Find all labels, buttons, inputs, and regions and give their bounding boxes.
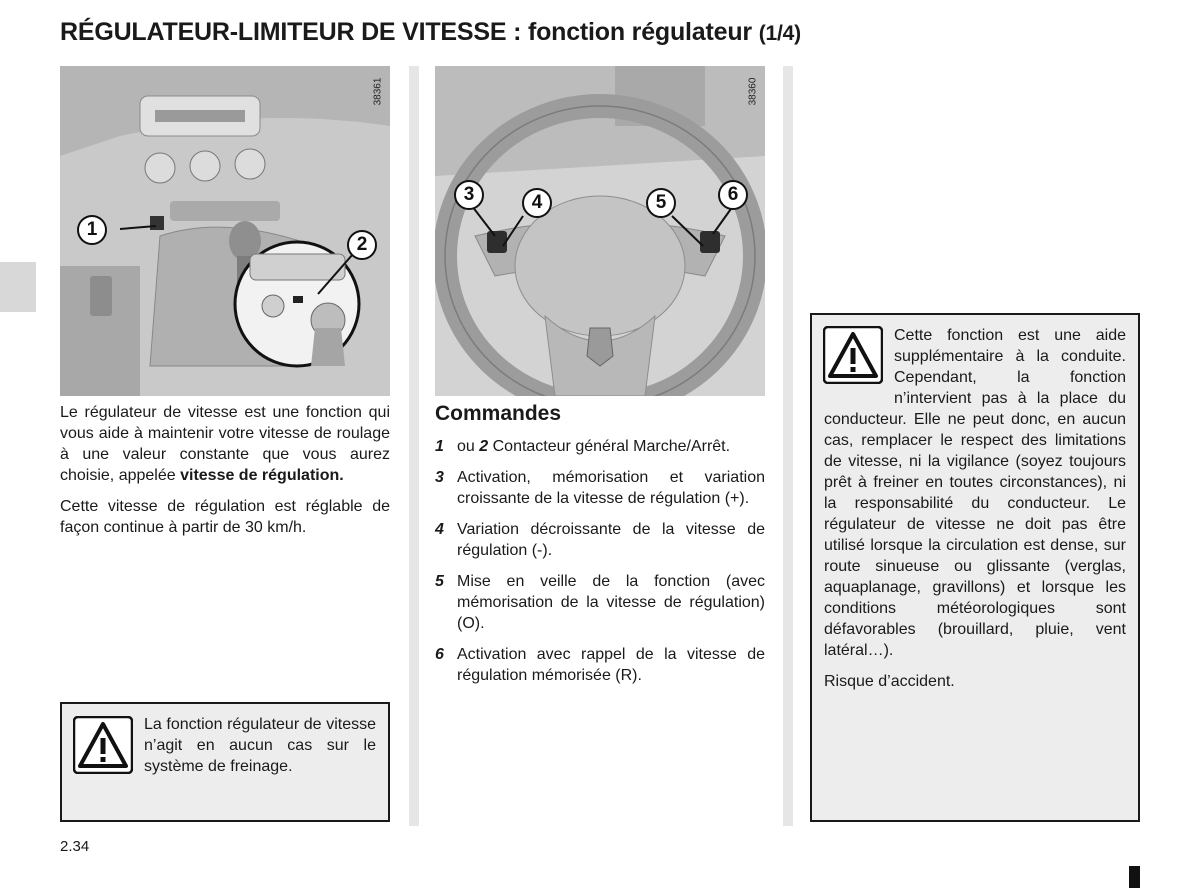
callout-6: 6 <box>718 180 748 210</box>
warning-risk-text: Risque d’accident. <box>824 673 955 690</box>
warning-box-braking <box>60 702 390 822</box>
item-number: 6 <box>435 646 444 663</box>
commands-list <box>435 436 765 686</box>
warning-text-responsibility <box>824 325 1126 692</box>
callout-2: 2 <box>347 230 377 260</box>
intro-paragraph <box>60 402 390 486</box>
list-item <box>435 519 765 561</box>
callout-4: 4 <box>522 188 552 218</box>
column-divider-left <box>409 66 419 826</box>
item-number: 4 <box>435 521 444 538</box>
warning-main-text: Cette fonction est une aide supplémentaire à la conduite. Cependant, la fonction n’intervient pas à la place du conducteur. Elle ne peut donc, en aucun cas, remplacer le respect des limitations de vitesse, ni la vigilance (soyez toujours prêt à freiner en toutes circonstances), ni la responsabilité du conducteur. Le régulateur de vitesse ne doit pas être utilisé lorsque la circulation est dense, sur route sinueuse ou glissante (verglas, aquaplanage, gravillons) et lorsque les conditions météorologiques sont défavorables (brouillard, pluie, vent latéral…). <box>824 327 1126 659</box>
item-text: Activation avec rappel de la vitesse de régulation mémorisée (R). <box>457 646 765 684</box>
warning-box-responsibility <box>810 313 1140 822</box>
intro-text: Le régulateur de vitesse est une fonction qui vous aide à maintenir votre vitesse de roulage à une valeur constante que vous aurez choisie, appelée <box>60 404 390 484</box>
callout-5: 5 <box>646 188 676 218</box>
commandes-heading: Commandes <box>435 402 562 425</box>
list-item <box>435 467 765 509</box>
warning-text-braking: La fonction régulateur de vitesse n’agit en aucun cas sur le système de freinage. <box>144 716 376 775</box>
intro-bold-term: vitesse de régulation. <box>180 467 344 484</box>
photo-steering-wheel <box>435 66 765 396</box>
item-text: Variation décroissante de la vitesse de régulation (-). <box>457 521 765 559</box>
page-corner-mark <box>1129 866 1140 888</box>
page-title <box>60 18 801 47</box>
icon-float-spacer <box>824 325 894 389</box>
item-text <box>457 436 765 457</box>
photo-reference-middle: 38360 <box>747 77 759 106</box>
list-item <box>435 644 765 686</box>
photo-reference-left: 38361 <box>372 77 384 106</box>
item-number: 5 <box>435 573 444 590</box>
left-column-text <box>60 402 390 538</box>
page-title-suffix: (1/4) <box>758 22 801 45</box>
callout-1: 1 <box>77 215 107 245</box>
chapter-tab <box>0 262 36 312</box>
photo-gear-console <box>60 66 390 396</box>
speed-range-paragraph: Cette vitesse de régulation est réglable de façon continue à partir de 30 km/h. <box>60 498 390 536</box>
column-divider-right <box>783 66 793 826</box>
item-number-secondary: 2 <box>479 438 489 455</box>
list-item <box>435 571 765 634</box>
callout-3: 3 <box>454 180 484 210</box>
warning-triangle-icon <box>73 716 133 774</box>
item-joiner: ou <box>457 438 475 455</box>
page-title-main: RÉGULATEUR-LIMITEUR DE VITESSE : fonction régulateur <box>60 18 752 46</box>
item-text: Activation, mémorisation et variation croissante de la vitesse de régulation (+). <box>457 469 765 507</box>
list-item <box>435 436 765 457</box>
item-number: 1 <box>435 438 444 455</box>
item-text: Mise en veille de la fonction (avec mémorisation de la vitesse de régulation) (O). <box>457 573 765 632</box>
item-description: Contacteur général Marche/Arrêt. <box>492 438 731 455</box>
page-number: 2.34 <box>60 838 90 855</box>
item-number: 3 <box>435 469 444 486</box>
